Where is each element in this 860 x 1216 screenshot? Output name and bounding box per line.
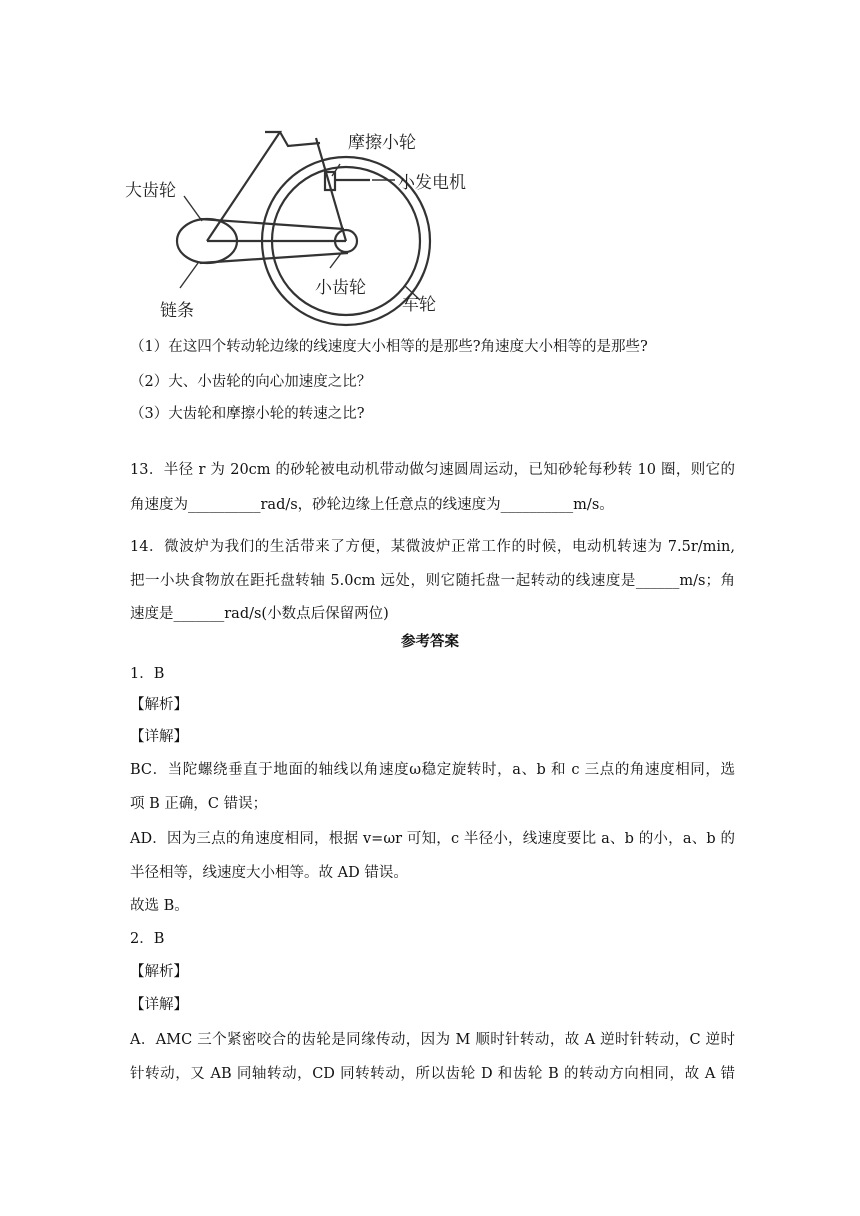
answer-1-paragraph4: 半径相等，线速度大小相等。故 AD 错误。 [130,865,408,881]
answer-1-paragraph2: 项 B 正确，C 错误； [130,796,268,812]
q12-part2: （2）大、小齿轮的向心加速度之比？ [130,374,372,390]
q14-line3: 速度是_______rad/s(小数点后保留两位) [130,606,389,622]
q13-line1: 13．半径 r 为 20cm 的砂轮被电动机带动做匀速圆周运动，已知砂轮每秒转 10 圈，则它的 [130,462,735,478]
q14-line1: 14．微波炉为我们的生活带来了方便，某微波炉正常工作的时候，电动机转速为 7.5r/min, [130,539,735,555]
q12-part3: （3）大齿轮和摩擦小轮的转速之比? [130,406,365,422]
answer-2-paragraph2: 针转动，又 AB 同轴转动，CD 同转转动，所以齿轮 D 和齿轮 B 的转动方向相同，故 A 错 [130,1066,735,1082]
answer-2-detail: 【详解】 [130,997,188,1013]
answer-1-paragraph1: BC．当陀螺绕垂直于地面的轴线以角速度ω稳定旋转时，a、b 和 c 三点的角速度相同，选 [130,762,735,778]
bicycle-diagram [120,118,490,333]
label-big-gear: 大齿轮 [125,181,176,201]
answer-1-analysis: 【解析】 [130,697,188,713]
answer-2-paragraph1: A．AMC 三个紧密咬合的齿轮是同缘传动，因为 M 顺时针转动，故 A 逆时针转动，C 逆时 [130,1032,735,1048]
answers-heading: 参考答案 [401,633,459,650]
answer-1-paragraph3: AD．因为三点的角速度相同，根据 v=ωr 可知，c 半径小，线速度要比 a、b 的小，a、b 的 [130,831,735,847]
q13-line2: 角速度为__________rad/s，砂轮边缘上任意点的线速度为__________m/s。 [130,497,614,513]
answer-2-number: 2．B [130,931,165,947]
answer-1-detail: 【详解】 [130,729,188,745]
q12-part1: （1）在这四个转动轮边缘的线速度大小相等的是那些?角速度大小相等的是那些? [130,339,648,355]
label-small-gear: 小齿轮 [315,278,366,298]
label-generator: 小发电机 [398,173,466,193]
answer-2-analysis: 【解析】 [130,964,188,980]
leader-big-gear [184,196,202,221]
answer-1-number: 1．B [130,666,165,682]
label-chain: 链条 [160,301,194,321]
leader-chain [180,263,198,288]
label-wheel: 车轮 [402,295,436,315]
frame-top [280,132,320,146]
bicycle-figure [120,118,490,333]
label-friction-wheel: 摩擦小轮 [348,133,416,153]
q14-line2: 把一小块食物放在距托盘转轴 5.0cm 远处，则它随托盘一起转动的线速度是______m/s；角 [130,573,735,589]
answer-1-conclusion: 故选 B。 [130,898,189,914]
